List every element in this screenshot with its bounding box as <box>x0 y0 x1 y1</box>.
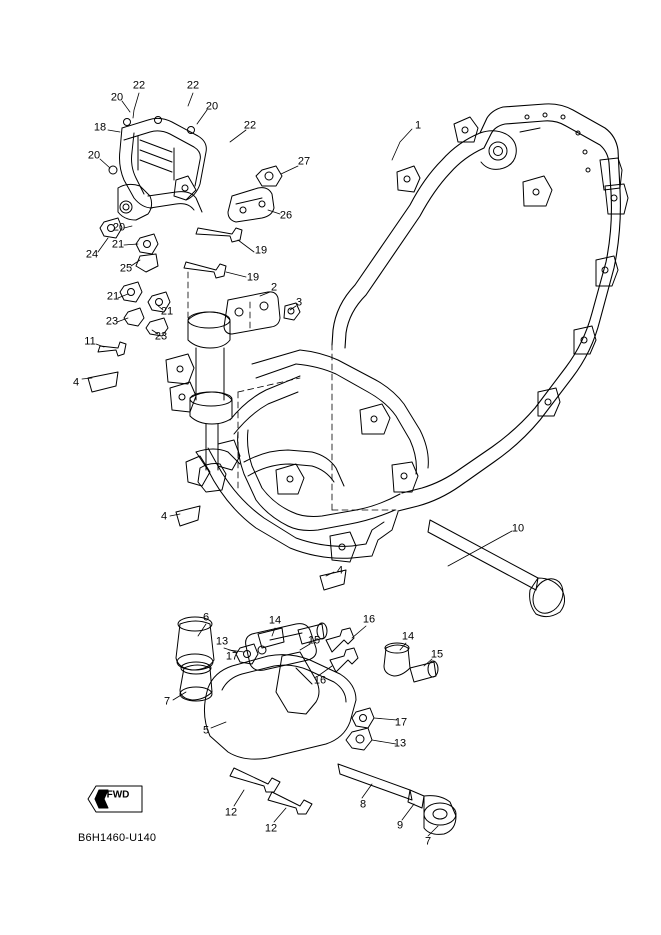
callout-number: 14 <box>268 614 282 627</box>
upper-bracket-assembly <box>85 117 346 591</box>
callout-number: 13 <box>215 635 229 648</box>
callout-number: 9 <box>396 819 404 832</box>
callout-number: 12 <box>224 806 238 819</box>
callout-number: 1 <box>414 119 422 132</box>
callout-number: 17 <box>394 716 408 729</box>
callout-number: 4 <box>160 510 168 523</box>
swingarm-assembly <box>176 520 569 834</box>
callout-number: 22 <box>132 79 146 92</box>
part-code-label: B6H1460-U140 <box>78 832 157 844</box>
callout-number: 6 <box>202 611 210 624</box>
callout-number: 20 <box>205 100 219 113</box>
callout-number: 21 <box>106 290 120 303</box>
callout-number: 4 <box>336 564 344 577</box>
callout-number: 16 <box>362 613 376 626</box>
callout-number: 23 <box>105 315 119 328</box>
callout-number: 15 <box>307 634 321 647</box>
callout-number: 7 <box>163 695 171 708</box>
callout-number: 20 <box>110 91 124 104</box>
callout-number: 7 <box>424 835 432 848</box>
callout-number: 16 <box>313 674 327 687</box>
callout-number: 22 <box>186 79 200 92</box>
callout-number: 8 <box>359 798 367 811</box>
callout-number: 3 <box>295 296 303 309</box>
callout-number: 23 <box>154 330 168 343</box>
callout-number: 15 <box>430 648 444 661</box>
callout-number: 13 <box>393 737 407 750</box>
callout-number: 27 <box>297 155 311 168</box>
callout-number: 5 <box>202 724 210 737</box>
callout-number: 26 <box>279 209 293 222</box>
callout-number: 19 <box>254 244 268 257</box>
fwd-label: FWD <box>106 789 130 801</box>
callout-number: 17 <box>225 650 239 663</box>
callout-number: 25 <box>119 262 133 275</box>
callout-number: 22 <box>243 119 257 132</box>
callout-number: 21 <box>111 238 125 251</box>
callout-number: 4 <box>72 376 80 389</box>
callout-number: 2 <box>270 281 278 294</box>
callout-number: 18 <box>93 121 107 134</box>
callout-number: 19 <box>246 271 260 284</box>
callout-number: 20 <box>112 221 126 234</box>
callout-number: 24 <box>85 248 99 261</box>
callout-number: 10 <box>511 522 525 535</box>
callout-number: 21 <box>160 305 174 318</box>
callout-number: 12 <box>264 822 278 835</box>
callout-number: 20 <box>87 149 101 162</box>
callout-number: 11 <box>84 335 96 348</box>
callout-number: 14 <box>401 630 415 643</box>
